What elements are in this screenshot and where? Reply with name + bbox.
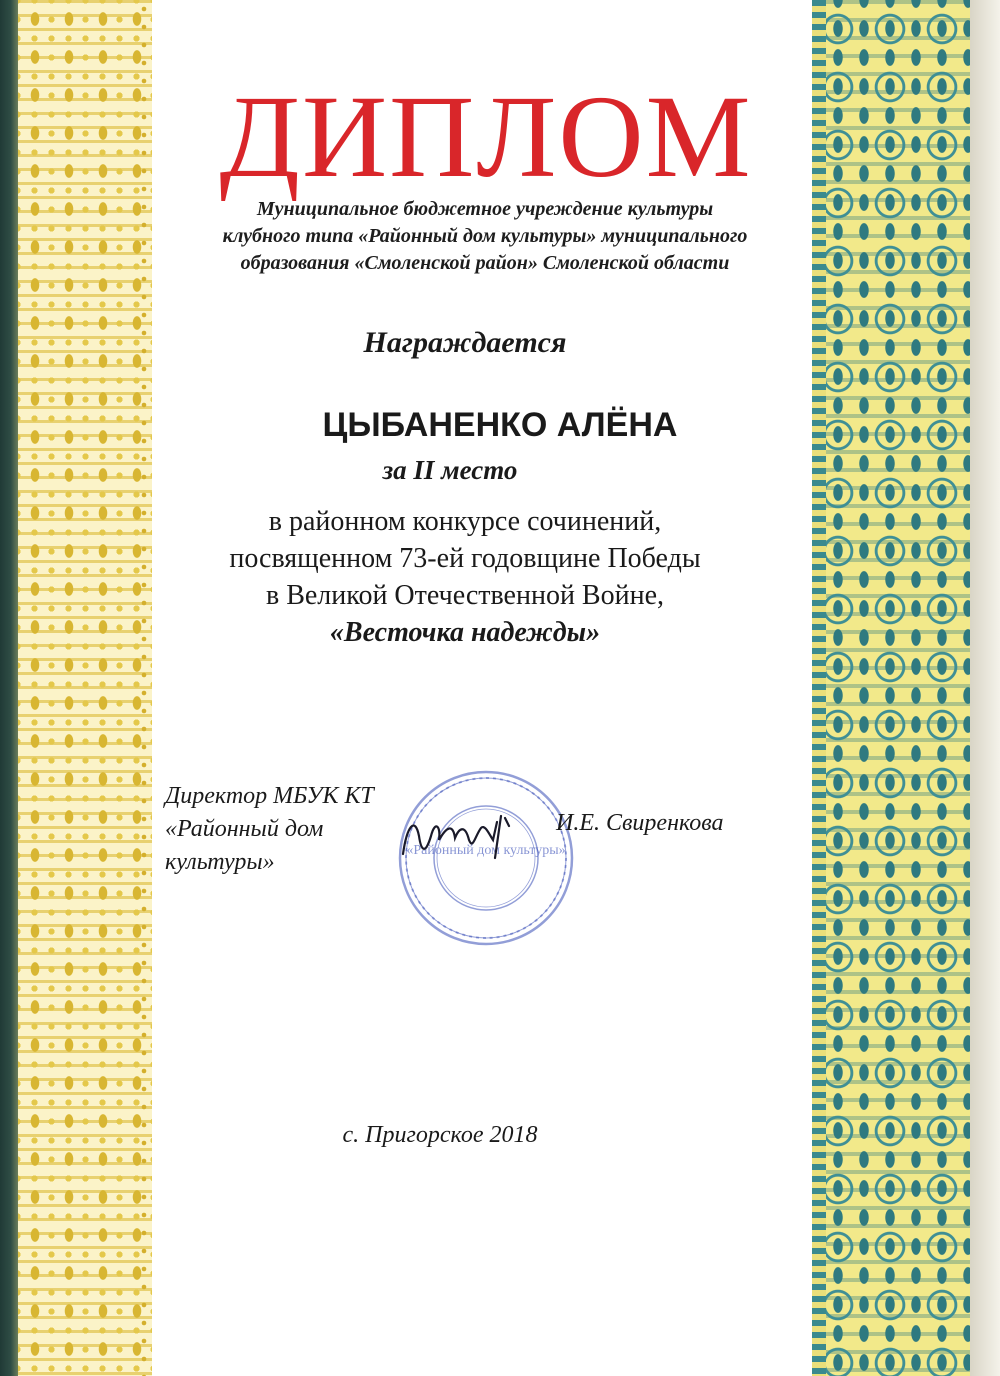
organization-line: клубного типа «Районный дом культуры» муниципального — [222, 225, 748, 247]
recipient-name: ЦЫБАНЕНКО АЛЁНА — [322, 406, 678, 444]
organization-name — [170, 196, 800, 277]
description-line: посвященном 73-ей годовщине Победы — [229, 543, 701, 574]
signature-icon — [395, 806, 530, 866]
award-description — [160, 503, 770, 651]
organization-line: образования «Смоленской район» Смоленской области — [240, 252, 730, 274]
left-edge-strip — [0, 0, 18, 1376]
director-signature — [395, 806, 530, 866]
competition-name: «Весточка надежды» — [329, 617, 601, 648]
stamp-text-1: «Районный дом культуры» — [406, 843, 566, 858]
signer-name: И.Е. Свиренкова — [556, 810, 724, 836]
award-place: за II место — [382, 455, 518, 485]
director-line: Директор МБУК КТ — [165, 783, 374, 809]
director-line: «Районный дом — [165, 816, 324, 842]
location-year: с. Пригорское 2018 — [342, 1122, 538, 1148]
diploma-title: ДИПЛОМ — [219, 71, 753, 202]
right-edge-strip — [970, 0, 1000, 1376]
description-line: в Великой Отечественной Войне, — [265, 580, 664, 611]
organization-line: Муниципальное бюджетное учреждение культуры — [256, 198, 714, 220]
right-ornamental-border — [812, 0, 970, 1376]
awarded-label: Награждается — [363, 326, 567, 359]
director-line: культуры» — [165, 849, 275, 875]
left-ornamental-border — [18, 0, 152, 1376]
description-line: в районном конкурсе сочинений, — [268, 506, 662, 537]
